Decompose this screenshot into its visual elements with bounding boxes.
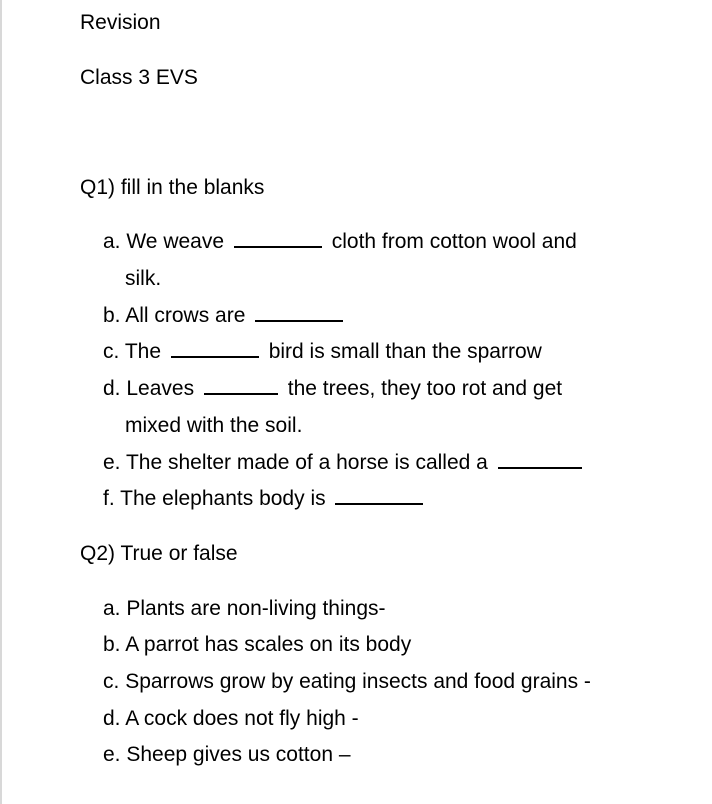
q1-item-a [103,230,577,254]
item-marker: d. [103,707,121,730]
item-text-before: The elephants body is [120,487,326,510]
blank-line [335,503,423,505]
q1-item-f [103,487,427,511]
item-text-before: The shelter made of a horse is called a [125,451,488,474]
doc-subtitle: Class 3 EVS [80,66,198,89]
blank-line [255,320,343,322]
item-text-before: All crows are [125,304,246,327]
q1-item-b [103,304,347,328]
item-marker: c. [103,340,120,363]
blank-line [498,467,582,469]
blank-line [171,356,259,358]
item-marker: e. [103,743,121,766]
item-marker: a. [103,230,121,253]
item-text: Plants are non-living things- [126,597,386,620]
q2-item-d [103,707,359,731]
q1-item-d-continuation: mixed with the soil. [125,414,303,437]
q2-heading: Q2) True or false [80,542,238,565]
item-text-after: cloth from cotton wool and [331,230,577,253]
item-marker: f. [103,487,115,510]
q2-item-b [103,633,411,657]
item-text-before: Leaves [126,377,195,400]
item-marker: d. [103,377,121,400]
item-marker: c. [103,670,120,693]
item-marker: b. [103,304,121,327]
blank-line [234,246,322,248]
item-text-after: bird is small than the sparrow [268,340,542,363]
q2-item-e [103,743,351,767]
q1-item-a-continuation: silk. [125,267,162,290]
item-marker: a. [103,597,121,620]
q2-item-c [103,670,591,694]
q2-item-a [103,597,386,621]
page-edge [0,0,2,804]
q1-item-d [103,377,562,401]
item-marker: e. [103,451,121,474]
item-text: A cock does not fly high - [125,707,359,730]
q1-heading: Q1) fill in the blanks [80,176,265,199]
blank-line [204,393,278,395]
item-text: A parrot has scales on its body [125,633,412,656]
item-text: Sparrows grow by eating insects and food grains - [125,670,591,693]
item-text-before: We weave [126,230,225,253]
q1-item-e [103,451,586,475]
item-text-before: The [124,340,161,363]
doc-title: Revision [80,11,161,34]
q1-item-c [103,340,542,364]
item-text: Sheep gives us cotton – [126,743,351,766]
item-text-after: the trees, they too rot and get [287,377,563,400]
item-marker: b. [103,633,121,656]
